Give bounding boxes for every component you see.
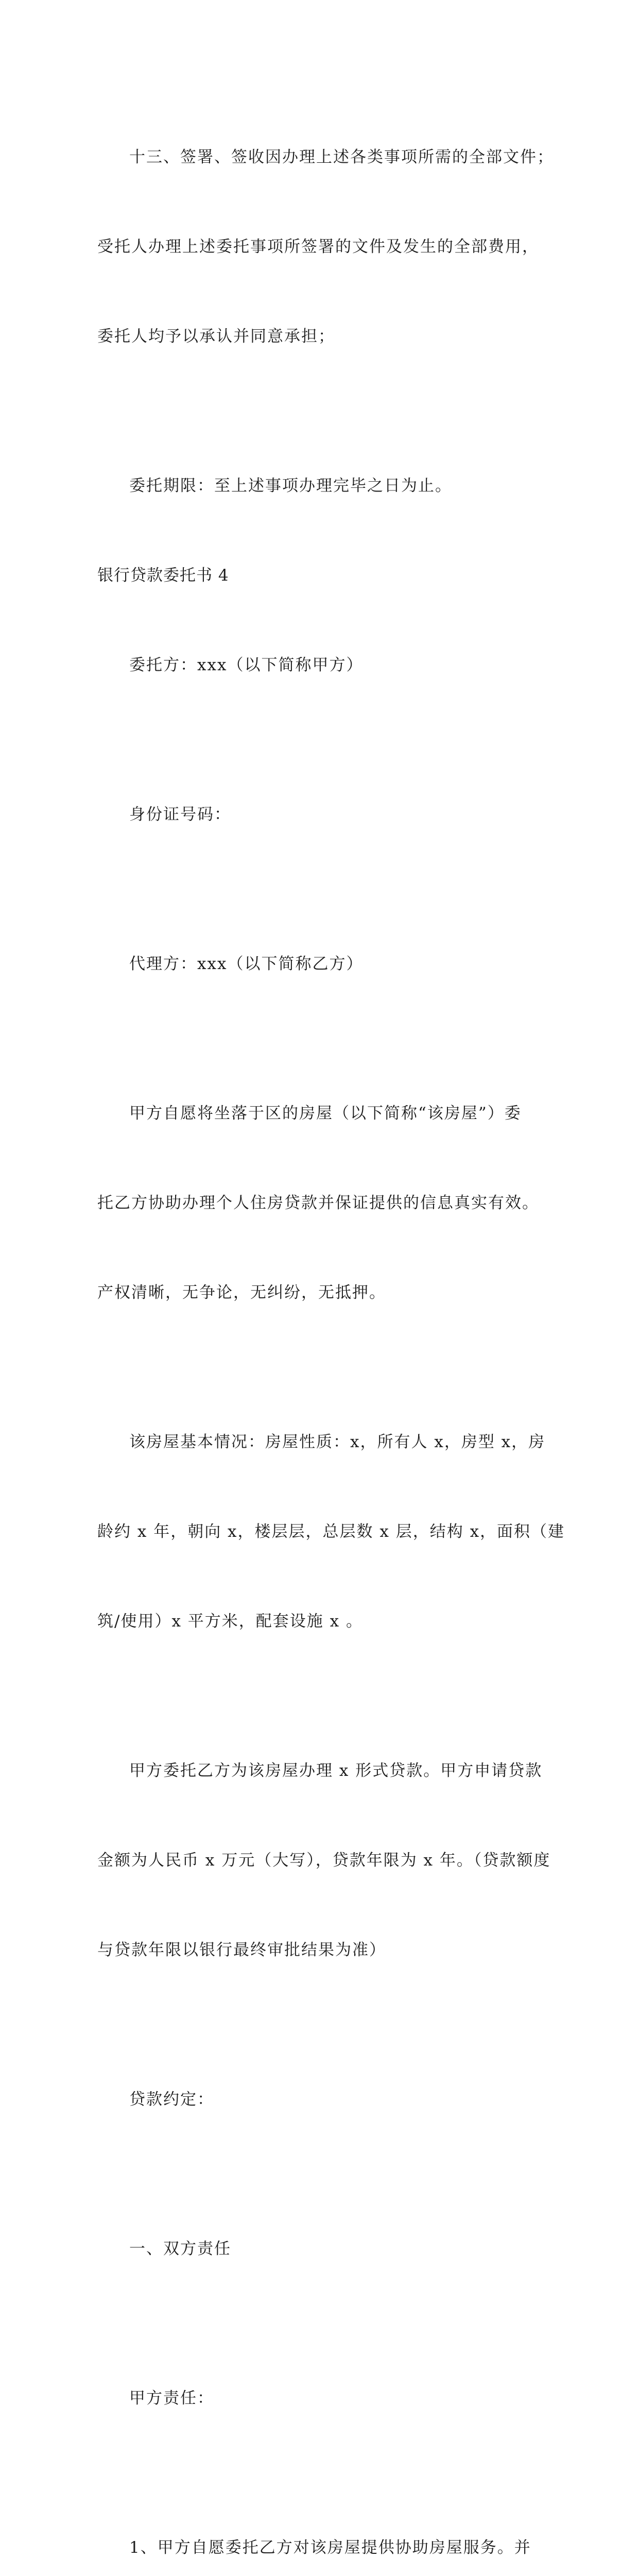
text-line: 甲方自愿将坐落于区的房屋（以下简称“该房屋”）委: [129, 1104, 522, 1123]
paragraph-item-thirteen: [97, 82, 561, 411]
paragraph-duty-one: [97, 2473, 561, 2576]
text-line: 产权清晰，无争论，无纠纷，无抵押。: [97, 1283, 386, 1302]
paragraph-principal: [97, 590, 561, 740]
text-line: 托乙方协助办理个人住房贷款并保证提供的信息真实有效。: [97, 1194, 539, 1212]
text-line: 委托人均予以承认并同意承担；: [97, 327, 335, 346]
text-line: 委托期限：至上述事项办理完毕之日为止。: [129, 477, 452, 495]
text-line: 甲方责任：: [129, 2389, 214, 2408]
text-line: 一、双方责任: [129, 2240, 231, 2258]
text-line: 龄约 x 年，朝向 x，楼层层，总层数 x 层，结构 x，面积（建: [97, 1522, 565, 1541]
text-line: 甲方委托乙方为该房屋办理 x 形式贷款。甲方申请贷款: [129, 1761, 543, 1780]
text-line: 代理方：xxx（以下简称乙方）: [129, 955, 364, 973]
text-line: 该房屋基本情况：房屋性质：x，所有人 x，房型 x，房: [129, 1433, 546, 1451]
paragraph-loan-agreement: [97, 2025, 561, 2174]
text-line: 受托人办理上述委托事项所签署的文件及发生的全部费用，: [97, 238, 539, 256]
document-body: [97, 82, 565, 2576]
text-line: 金额为人民币 x 万元（大写），贷款年限为 x 年。（贷款额度: [97, 1851, 551, 1870]
paragraph-id-number: [97, 740, 561, 889]
heading-text: 银行贷款委托书 4: [97, 566, 229, 585]
text-line: 贷款约定：: [129, 2090, 214, 2109]
text-line: 1、甲方自愿委托乙方对该房屋提供协助房屋服务。并: [129, 2538, 531, 2557]
paragraph-agent: [97, 889, 561, 1039]
text-line: 身份证号码：: [129, 805, 231, 824]
paragraph-property-entrust: [97, 1039, 561, 1367]
paragraph-mutual-duties: [97, 2174, 561, 2324]
paragraph-property-info: [97, 1367, 565, 1696]
paragraph-party-a-duties: [97, 2324, 561, 2473]
text-line: 十三、签署、签收因办理上述各类事项所需的全部文件；: [129, 148, 554, 166]
section-heading: [97, 561, 561, 590]
text-line: 委托方：xxx（以下简称甲方）: [129, 656, 364, 674]
text-line: 与贷款年限以银行最终审批结果为准）: [97, 1941, 386, 1959]
text-line: 筑/使用）x 平方米，配套设施 x 。: [97, 1612, 363, 1631]
paragraph-loan-request: [97, 1696, 561, 2025]
paragraph-entrust-period: [97, 411, 561, 561]
